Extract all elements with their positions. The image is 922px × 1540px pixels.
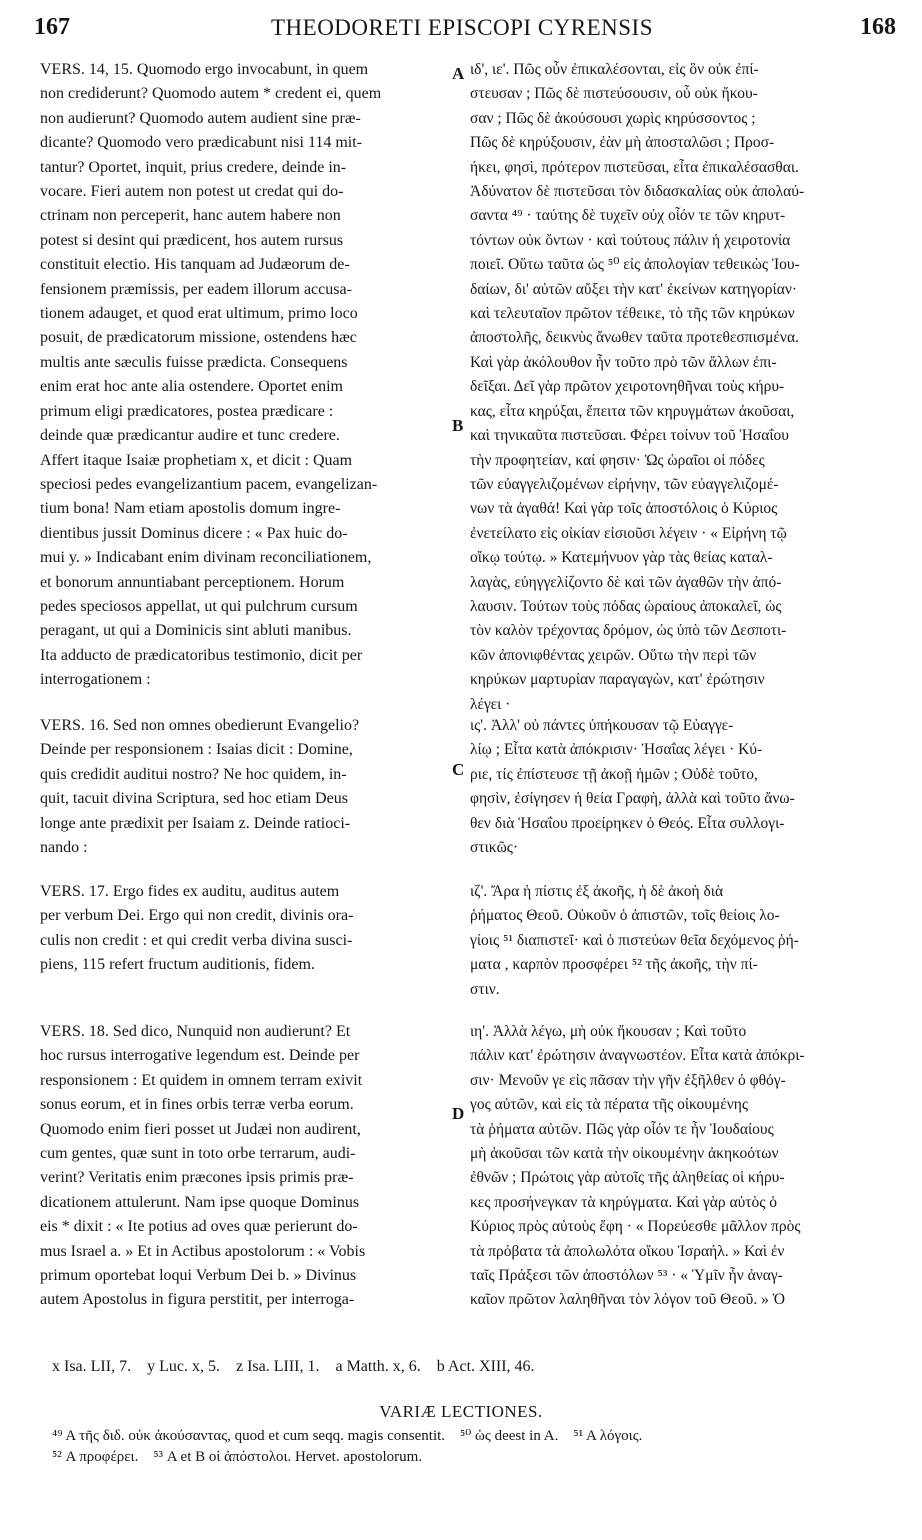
latin-verse-14-15 bbox=[40, 58, 442, 693]
variant-readings: ⁴⁹ A τῆς διδ. οὐκ ἀκούσαντας, quod et cum seqq. magis consentit. ⁵⁰ ὡς deest in A. ⁵¹ A λόγοις. ⁵² A προφέρει. ⁵³ A et B οἱ ἀπόστολοι. Hervet. apostolorum. bbox=[52, 1428, 643, 1465]
section-marker-c: C bbox=[452, 760, 465, 779]
greek-text: ιδ', ιε'. Πῶς οὖν ἐπικαλέσονται, εἰς ὃν οὐκ ἐπί- στευσαν ; Πῶς δὲ πιστεύσουσιν, οὗ οὐκ ἤκου- σαν ; Πῶς δὲ ἀκούσουσι χωρὶς κηρύσσοντος ; Πῶς δὲ κηρύξουσιν, ἐὰν μὴ ἀποσταλῶσι ; Προσ- ήκει, φησὶ, πρότερον πιστεῦσαι, εἶτα ἐπικαλέσασθαι. Ἀδύνατον δὲ πιστεῦσαι τὸν διδασκαλίας οὐκ ἀπολαύ- σαντα ⁴⁹ · ταύτης δὲ τυχεῖν οὐχ οἷόν τε τῶν κηρυτ- τόντων οὐκ ὄντων · καὶ τούτους πάλιν ἡ χειροτονία ποιεῖ. Οὕτω ταῦτα ὡς ⁵⁰ εἰς ἀπολογίαν τεθεικὼς Ἰου- δαίων, δι' αὐτῶν αὔξει τὴν κατ' ἐκείνων κατηγορίαν· καὶ τελευταῖον πρῶτον τέθεικε, τὸ τῆς τῶν κηρύκων ἀποστολῆς, δεικνὺς ἄνωθεν ταῦτα προτεθεσπισμένα. Καὶ γὰρ ἀκόλουθον ἦν τοῦτο πρὸ τῶν ἄλλων ἐπι- δεῖξαι. Δεῖ γὰρ πρῶτον χειροτονηθῆναι τοὺς κήρυ- κας, εἶτα κηρύξαι, ἔπειτα τῶν κηρυγμάτων ἀκοῦσαι, καὶ τηνικαῦτα πιστεῦσαι. Φέρει τοίνυν τοῦ Ἡσαΐου τὴν προφητείαν, καί φησιν· Ὡς ὡραῖοι οἱ πόδες τῶν εὐαγγελιζομένων εἰρήνην, τῶν εὐαγγελιζομέ- νων τὰ ἀγαθά! Καὶ γὰρ τοῖς ἀποστόλοις ὁ Κύριος ἐνετείλατο εἰς οἰκίαν εἰσιοῦσι λέγειν · « Εἰρήνη τῷ οἴκῳ τούτῳ. » Κατεμήνυον γὰρ τὰς θείας καταλ- λαγὰς, εὐηγγελίζοντο δὲ καὶ τῶν ἀγαθῶν τὴν ἀπό- λαυσιν. Τούτων τοὺς πόδας ὡραίους ἀποκαλεῖ, ὡς τὸν καλὸν τρέχοντας δρόμον, ὡς ὑπὸ τῶν Δεσποτι- κῶν ἀπονιφθέντας χειρῶν. Οὕτω τὴν περὶ τῶν κηρύκων μαρτυρίαν παραγαγὼν, κατ' ἐρώτησιν λέγει · bbox=[470, 61, 805, 713]
page-number-right: 168 bbox=[860, 14, 896, 40]
running-title: THEODORETI EPISCOPI CYRENSIS bbox=[270, 15, 654, 40]
greek-text: ις'. Ἀλλ' οὐ πάντες ὑπήκουσαν τῷ Εὐαγγε- λίῳ ; Εἶτα κατὰ ἀπόκρισιν· Ἡσαΐας λέγει · Κύ- ριε, τίς ἐπίστευσε τῇ ἀκοῇ ἡμῶν ; Οὐδὲ τοῦτο, φησὶν, ἐσίγησεν ἡ θεία Γραφὴ, ἀλλὰ καὶ τοῦτο ἄνω- θεν διὰ Ἡσαΐου προείρηκεν ὁ Θεός. Εἶτα συλλογι- στικῶς· bbox=[470, 717, 795, 857]
latin-verse-18 bbox=[40, 1020, 442, 1313]
variae-lectiones-heading: VARIÆ LECTIONES. bbox=[379, 1402, 543, 1421]
greek-verse-16 bbox=[470, 714, 872, 860]
greek-text: ιη'. Ἀλλὰ λέγω, μὴ οὐκ ἤκουσαν ; Καὶ τοῦτο πάλιν κατ' ἐρώτησιν ἀναγνωστέον. Εἶτα κατὰ ἀπόκρι- σιν· Μενοῦν γε εἰς πᾶσαν τὴν γῆν ἐξῆλθεν ὁ φθόγ- γος αὐτῶν, καὶ εἰς τὰ πέρατα τῆς οἰκουμένης τὰ ῥήματα αὐτῶν. Πῶς γὰρ οἷόν τε ἦν Ἰουδαίους μὴ ἀκοῦσαι τῶν κατὰ τὴν οἰκουμένην ἀκηκοότων ἐθνῶν ; Πρώτοις γὰρ αὐτοῖς τῆς ἀληθείας οἱ κήρυ- κες προσήνεγκαν τὰ κηρύγματα. Καὶ γὰρ αὐτὸς ὁ Κύριος πρὸς αὐτοὺς ἔφη · « Πορεύεσθε μᾶλλον πρὸς τὰ πρόβατα τὰ ἀπολωλότα οἴκου Ἰσραήλ. » Καὶ ἐν ταῖς Πράξεσι τῶν ἀποστόλων ⁵³ · « Ὑμῖν ἦν ἀναγ- καῖον πρῶτον λαληθῆναι τὸν λόγον τοῦ Θεοῦ. » Ὁ bbox=[470, 1023, 805, 1309]
greek-verse-18 bbox=[470, 1020, 872, 1313]
scripture-footnotes: x Isa. LII, 7. y Luc. x, 5. z Isa. LIII, 1. a Matth. x, 6. b Act. XIII, 46. bbox=[52, 1358, 535, 1375]
page-header bbox=[28, 14, 896, 48]
greek-verse-14-15 bbox=[470, 58, 872, 717]
greek-text: ιζ'. Ἄρα ἡ πίστις ἐξ ἀκοῆς, ἡ δὲ ἀκοὴ διὰ ῥήματος Θεοῦ. Οὐκοῦν ὁ ἀπιστῶν, τοῖς θείοις λο- γίοις ⁵¹ διαπιστεῖ· καὶ ὁ πιστεύων θεῖα δεχόμενος ῥή- ματα , καρπὸν προσφέρει ⁵² τῆς ἀκοῆς, τὴν πί- στιν. bbox=[470, 883, 799, 998]
section-marker-a: A bbox=[452, 64, 465, 83]
greek-verse-17 bbox=[470, 880, 872, 1002]
latin-verse-16 bbox=[40, 714, 442, 860]
section-marker-b: B bbox=[452, 416, 464, 435]
latin-text: VERS. 16. Sed non omnes obedierunt Evangelio? Deinde per responsionem : Isaias dicit : Domine, quis credidit auditui nostro? Ne hoc quidem, in- quit, tacuit divina Scriptura, sed hoc etiam Deus longe ante prædixit per Isaiam z. Deinde ratioci- nando : bbox=[40, 717, 360, 857]
latin-verse-17 bbox=[40, 880, 442, 978]
page-number-left: 167 bbox=[34, 14, 70, 40]
section-marker-d: D bbox=[452, 1104, 465, 1123]
latin-text: VERS. 17. Ergo fides ex auditu, auditus autem per verbum Dei. Ergo qui non credit, divinis ora- culis non credit : et qui credit verba divina susci- piens, 115 refert fructum auditionis, fidem. bbox=[40, 883, 354, 974]
latin-text: VERS. 18. Sed dico, Nunquid non audierunt? Et hoc rursus interrogative legendum est. Deinde per responsionem : Et quidem in omnem terram exivit sonus eorum, et in fines orbis terræ verba eorum. Quomodo enim fieri posset ut Judæi non audirent, cum gentes, quæ sunt in toto orbe terrarum, audi- verint? Veritatis enim præcones ipsis primis præ- dicationem attulerunt. Nam ipse quoque Dominus eis * dixit : « Ite potius ad oves quæ perierunt do- mus Israel a. » Et in Actibus apostolorum : « Vobis primum oportebat loqui Verbum Dei b. » Divinus autem Apostolus in figura perstitit, per interroga- bbox=[40, 1023, 366, 1309]
latin-text: VERS. 14, 15. Quomodo ergo invocabunt, in quem non crediderunt? Quomodo autem * credent ei, quem non audierunt? Quomodo autem audient sine præ- dicante? Quomodo vero prædicabunt nisi 114 mit- tantur? Oportet, inquit, prius credere, deinde in- vocare. Fieri autem non potest ut credat qui do- ctrinam non perceperit, hanc autem habere non potest si desint qui prædicent, hos autem rursus constituit electio. His tanquam ad Judæorum de- fensionem præmissis, per eadem illorum accusa- tionem adauget, et quod erat ultimum, primo loco posuit, de prædicatorum missione, ostendens hæc multis ante sæculis fuisse prædicta. Consequens enim erat hoc ante alia ostendere. Oportet enim primum eligi prædicatores, postea prædicare : deinde quæ prædicantur audire et tunc credere. Affert itaque Isaiæ prophetiam x, et dicit : Quam speciosi pedes evangelizantium pacem, evangelizan- tium bona! Nam etiam apostolis domum ingre- dientibus jussit Dominus dicere : « Pax huic do- mui y. » Indicabant enim divinam reconciliationem, et bonorum annuntiabant perceptionem. Horum pedes speciosos appellat, ut qui pulchrum cursum peragant, ut qui a Dominicis sint abluti manibus. Ita adducto de prædicatoribus testimonio, dicit per interrogationem : bbox=[40, 61, 382, 689]
